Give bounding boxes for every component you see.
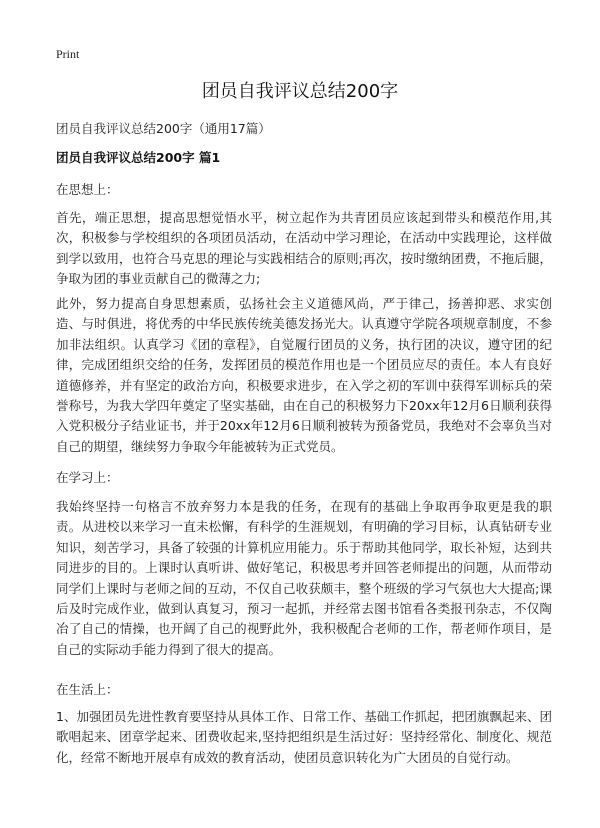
thought-paragraph-2: 此外，努力提高自身思想素质，弘扬社会主义道德风尚，严于律己，扬善抑恶、求实创造、与时俱进，将优秀的中华民族传统美德发扬光大。认真遵守学院各项规章制度，不参加非法组织。认真学习《团的章程》，自觉履行团员的义务，执行团的决议，遵守团的纪律，完成团组织交给的任务，发挥团员的模范作用也是一个团员应尽的责任。本人有良好道德修养，并有坚定的政治方向，积极要求进步，在入学之初的军训中获得军训标兵的荣誉称号，为我大学四年奠定了坚实基础，由在自己的积极努力下20xx年12月6日顺利获得入党积极分子结业证书，并于20xx年12月6日顺利被转为预备党员，我绝对不会辜负当对自己的期望，继续努力争取今年能被转为正式党员。	[56, 296, 552, 454]
thought-paragraph-1: 首先，端正思想，提高思想觉悟水平，树立起作为共青团员应该起到带头和模范作用,其次，积极参与学校组织的各项团员活动，在活动中学习理论，在活动中实践理论，这样做到学以致用，也符合马克思的理论与实践相结合的原则;再次，按时缴纳团费，不拖后腿，争取为团的事业贡献自己的微薄之力;	[56, 210, 552, 287]
study-paragraph: 我始终坚持一句格言不放弃努力本是我的任务，在现有的基础上争取再争取更是我的职责。从进校以来学习一直未松懈，有科学的生涯规划，有明确的学习目标，认真钻研专业知识，刻苦学习，具备了较强的计算机应用能力。乐于帮助其他同学，取长补短，达到共同进步的目的。上课时认真听讲、做好笔记，积极思考并回答老师提出的问题，从而带动同学们上课时与老师之间的互动，不仅自己收获颇丰，整个班级的学习气氛也大大提高;课后及时完成作业，做到认真复习，预习一起抓，并经常去图书馆看各类报刊杂志，不仅陶冶了自己的情操，也开阔了自己的视野此外，我积极配合老师的工作，帮老师作项目，是自己的实际动手能力得到了很大的提高。	[56, 499, 552, 657]
print-link[interactable]: Print	[56, 47, 80, 61]
life-section-label: 在生活上：	[56, 682, 119, 697]
life-paragraph: 1、加强团员先进性教育要坚持从具体工作、日常工作、基础工作抓起，把团旗飘起来、团歌唱起来、团章学起来、团费收起来,坚持把组织是生活过好：坚持经常化、制度化、规范化，经常不断地开展卓有成效的教育活动，使团员意识转化为广大团员的自觉行动。	[56, 709, 552, 765]
thought-section-label: 在思想上：	[56, 182, 119, 197]
page-title: 团员自我评议总结200字	[201, 81, 399, 102]
study-section-label: 在学习上：	[56, 470, 119, 485]
article-heading: 团员自我评议总结200字 篇1	[56, 150, 221, 165]
document-subtitle: 团员自我评议总结200字（通用17篇）	[56, 121, 271, 136]
